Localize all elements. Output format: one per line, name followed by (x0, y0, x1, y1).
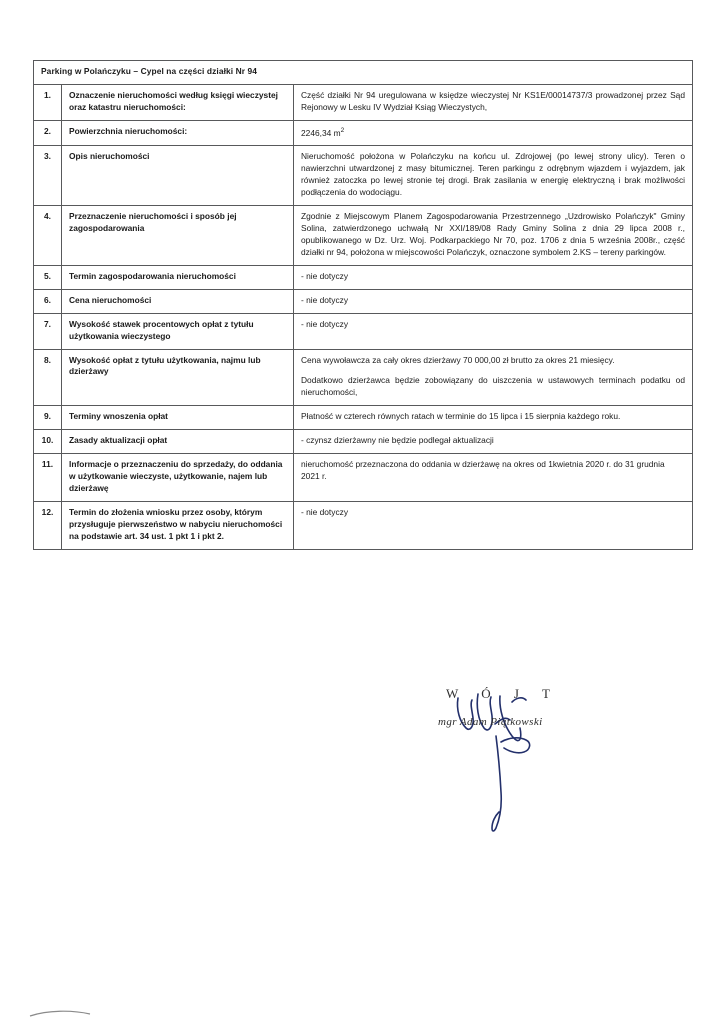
row-label: Oznaczenie nieruchomości według księgi wieczystej oraz katastru nieruchomości: (62, 84, 294, 120)
row-label: Termin zagospodarowania nieruchomości (62, 265, 294, 289)
table-row (34, 120, 693, 146)
row-value: - czynsz dzierżawny nie będzie podlegał aktualizacji (294, 430, 693, 454)
row-value-para-1: Cena wywoławcza za cały okres dzierżawy 70 000,00 zł brutto za okres 21 miesięcy. (301, 354, 615, 365)
row-value: - nie dotyczy (294, 265, 693, 289)
table-row (34, 313, 693, 349)
row-number: 4. (34, 206, 62, 266)
row-number: 1. (34, 84, 62, 120)
row-value: Nieruchomość położona w Polańczyku na końcu ul. Zdrojowej (po lewej strony ulicy). Teren o nawierzchni utwardzonej z masy bitumicznej. Teren parkingu z odrębnym wjazdem i wyjazdem, jak również zatoczka po lewej stronie tej drogi. Brak zasilania w energię elektryczną i brak możliwości podłączenia do wodociągu. (294, 146, 693, 206)
row-label: Opis nieruchomości (62, 146, 294, 206)
table-row (34, 349, 693, 406)
property-details-table (33, 60, 693, 550)
row-label: Wysokość opłat z tytułu użytkowania, najmu lub dzierżawy (62, 349, 294, 406)
page-title: Parking w Polańczyku – Cypel na części działki Nr 94 (34, 61, 693, 85)
row-value: Zgodnie z Miejscowym Planem Zagospodarowania Przestrzennego „Uzdrowisko Polańczyk" Gminy Solina, zatwierdzonego uchwałą Nr XXI/189/08 Rady Gminy Solina z dnia 29 lipca 2008 r., opublikowanego w Dz. Urz. Woj. Podkarpackiego Nr 70, poz. 1706 z dnia 5 września 2008r., część działki nr 94, położona w miejscowości Polańczyk, oznaczone symbolem 2.KS – tereny parkingów. (294, 206, 693, 266)
row-number: 5. (34, 265, 62, 289)
table-row (34, 265, 693, 289)
row-label: Wysokość stawek procentowych opłat z tytułu użytkowania wieczystego (62, 313, 294, 349)
signature-role: W Ó J T (446, 686, 560, 701)
row-label: Zasady aktualizacji opłat (62, 430, 294, 454)
table-row (34, 406, 693, 430)
row-value: - nie dotyczy (294, 289, 693, 313)
table-row (34, 454, 693, 502)
signature-block (400, 680, 660, 840)
row-value: - nie dotyczy (294, 313, 693, 349)
row-number: 6. (34, 289, 62, 313)
row-label: Powierzchnia nieruchomości: (62, 120, 294, 146)
row-number: 3. (34, 146, 62, 206)
row-value (294, 349, 693, 406)
row-value: - nie dotyczy (294, 501, 693, 549)
paragraph-gap (301, 366, 685, 375)
superscript-two: 2 (340, 126, 345, 134)
handwritten-signature-icon (400, 680, 660, 840)
row-label: Przeznaczenie nieruchomości i sposób jej zagospodarowania (62, 206, 294, 266)
signature-name: mgr Adam Piątkowski (438, 716, 543, 728)
row-label: Terminy wnoszenia opłat (62, 406, 294, 430)
row-value-para-2: Dodatkowo dzierżawca będzie zobowiązany do uiszczenia w ustawowych terminach podatku od nieruchomości, (301, 375, 685, 398)
table-title-row (34, 61, 693, 85)
row-number: 9. (34, 406, 62, 430)
row-number: 8. (34, 349, 62, 406)
table-row (34, 146, 693, 206)
row-value: 2246,34 $m^2$ (294, 120, 693, 146)
table-row (34, 501, 693, 549)
row-label: Termin do złożenia wniosku przez osoby, którym przysługuje pierwszeństwo w nabyciu nieruchomości na podstawie art. 34 ust. 1 pkt 1 i pkt 2. (62, 501, 294, 549)
table-row (34, 430, 693, 454)
table-row (34, 206, 693, 266)
row-number: 2. (34, 120, 62, 146)
row-number: 7. (34, 313, 62, 349)
row-value: nieruchomość przeznaczona do oddania w dzierżawę na okres od 1kwietnia 2020 r. do 31 grudnia 2021 r. (294, 454, 693, 502)
row-number: 11. (34, 454, 62, 502)
row-number: 10. (34, 430, 62, 454)
row-label: Informacje o przeznaczeniu do sprzedaży, do oddania w użytkowanie wieczyste, użytkowanie, najem lub dzierżawę (62, 454, 294, 502)
row-value: Płatność w czterech równych ratach w terminie do 15 lipca i 15 sierpnia każdego roku. (294, 406, 693, 430)
row-value: Część działki Nr 94 uregulowana w księdze wieczystej Nr KS1E/00014737/3 prowadzonej przez Sąd Rejonowy w Lesku IV Wydział Ksiąg Wieczystych, (294, 84, 693, 120)
row-number: 12. (34, 501, 62, 549)
table-row (34, 84, 693, 120)
row-label: Cena nieruchomości (62, 289, 294, 313)
page-edge-mark-icon (28, 1006, 148, 1020)
table-row (34, 289, 693, 313)
